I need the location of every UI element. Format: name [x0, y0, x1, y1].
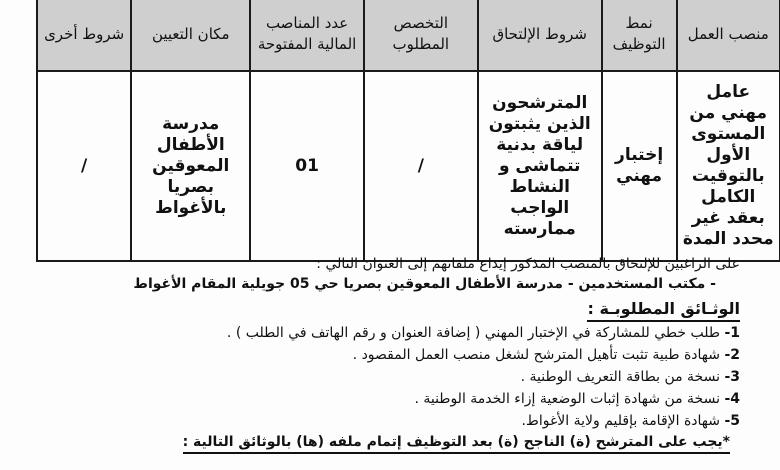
list-item-text: نسخة من بطاقة التعريف الوطنية . [520, 369, 725, 385]
list-item [22, 366, 740, 388]
list-item [22, 388, 740, 410]
cell-employment-mode: إختبار مهني [602, 71, 677, 261]
header-positions-count: عدد المناصب المالية المفتوحة [250, 0, 364, 71]
header-other-conditions: شروط أخرى [37, 0, 131, 71]
post-hire-documents-note: *يجب على المترشح (ة) الناجح (ة) بعد التوظيف إتمام ملفه (ها) بالوثائق التالية : [183, 432, 730, 454]
required-documents-heading: الوثـائق المطلوبـة : [587, 298, 740, 322]
list-item [22, 410, 740, 432]
application-address: - مكتب المستخدمين - مدرسة الأطفال المعوقين بصريا حي 05 جويلية المقام الأغواط [133, 276, 716, 292]
table-header-row [37, 0, 780, 71]
list-item-number: 3- [724, 369, 740, 385]
list-item-number: 1- [724, 325, 740, 341]
header-conditions: شروط الإلتحاق [478, 0, 602, 71]
list-item-number: 2- [724, 347, 740, 363]
list-item-text: شهادة الإقامة بإقليم ولاية الأغواط. [521, 413, 725, 429]
job-positions-table [36, 0, 780, 262]
table-row [37, 71, 780, 261]
list-item-text: طلب خطي للمشاركة في الإختبار المهني ( إضافة العنوان و رقم الهاتف في الطلب ) . [226, 325, 725, 341]
header-specialty: التخصص المطلوب [364, 0, 478, 71]
cell-conditions: المترشحون الذين يثبتون لياقة بدنية تتماشى و النشاط الواجب ممارسته [478, 71, 602, 261]
list-item-number: 5- [724, 413, 740, 429]
cell-location: مدرسة الأطفال المعوقين بصريا بالأغواط [131, 71, 250, 261]
header-location: مكان التعيين [131, 0, 250, 71]
cell-specialty: / [364, 71, 478, 261]
list-item-text: نسخة من شهادة إثبات الوضعية إزاء الخدمة الوطنية . [414, 391, 725, 407]
cell-position: عامل مهني من المستوى الأول بالتوقيت الكامل بعقد غير محدد المدة [677, 71, 780, 261]
list-item-text: شهادة طبية تثبت تأهيل المترشح لشغل منصب العمل المقصود . [352, 347, 725, 363]
header-employment-mode: نمط التوظيف [602, 0, 677, 71]
list-item [22, 322, 740, 344]
cell-other-conditions: / [37, 71, 131, 261]
header-position: منصب العمل [677, 0, 780, 71]
list-item-number: 4- [724, 391, 740, 407]
notice-body [22, 254, 740, 454]
intro-text: على الراغبين للإلتحاق بالمنصب المذكور إيداع ملفاتهم إلى العنوان التالي : [316, 256, 740, 272]
list-item [22, 344, 740, 366]
cell-positions-count: 01 [250, 71, 364, 261]
